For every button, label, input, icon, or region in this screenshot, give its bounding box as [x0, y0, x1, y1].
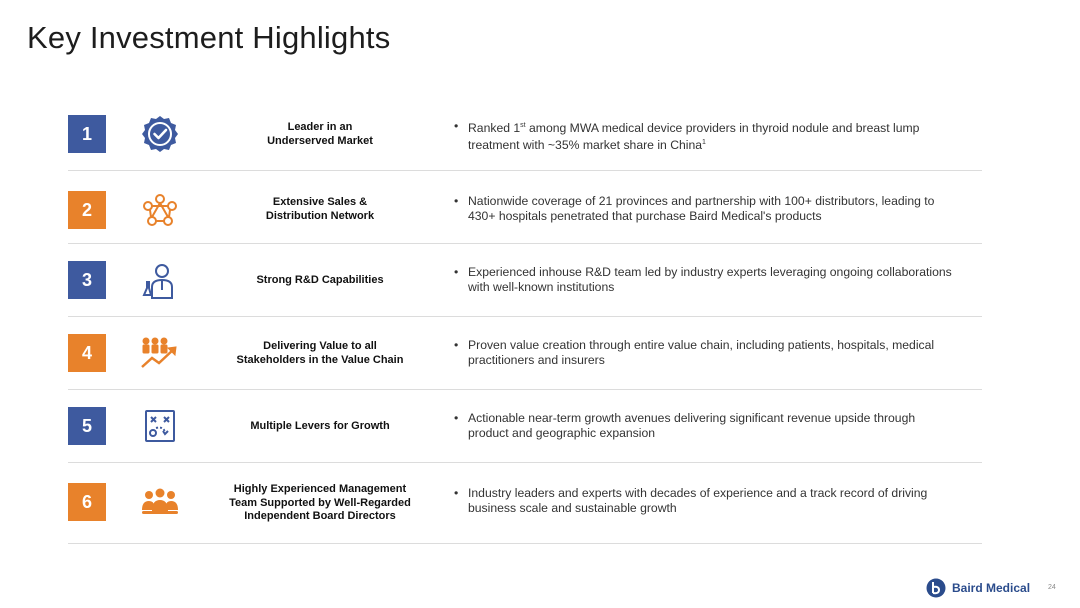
number-badge: 6 [68, 483, 106, 521]
highlight-row-1 [68, 98, 982, 171]
highlight-description: • Ranked 1st among MWA medical device providers in thyroid nodule and breast lump treatment with ~35% market share in China$^1$ [454, 119, 920, 152]
brand-name: Baird Medical [952, 581, 1031, 595]
growth-team-icon [140, 333, 180, 373]
number-badge: 2 [68, 191, 106, 229]
highlight-label: Delivering Value to all Stakeholders in the Value Chain [236, 340, 404, 366]
highlight-description: • Industry leaders and experts with decades of experience and a track record of driving business scale and sustainable growth [454, 486, 928, 515]
verified-badge-icon [140, 114, 180, 154]
highlight-description: • Proven value creation through entire value chain, including patients, hospitals, medical practitioners and insurers [454, 338, 935, 367]
highlight-description: • Actionable near-term growth avenues delivering significant revenue upside through product and geographic expansion [454, 411, 916, 440]
baird-logo-icon [926, 578, 946, 598]
highlight-description: • Experienced inhouse R&D team led by industry experts leveraging ongoing collaborations with well-known institutions [454, 265, 952, 294]
highlight-label: Leader in an Underserved Market [267, 121, 373, 147]
network-people-icon [140, 190, 180, 230]
highlights-list [68, 98, 982, 544]
highlight-row-2 [68, 171, 982, 244]
highlight-row-6 [68, 463, 982, 544]
highlight-row-5 [68, 390, 982, 463]
footer-logo [926, 578, 1030, 598]
scientist-icon [140, 260, 180, 300]
page-number: 24 [1048, 584, 1056, 591]
number-badge: 1 [68, 115, 106, 153]
highlight-label: Extensive Sales & Distribution Network [265, 196, 375, 222]
page-title: Key Investment Highlights [27, 20, 391, 55]
highlight-description: • Nationwide coverage of 21 provinces and partnership with 100+ distributors, leading to 430+ hospitals penetrated that purchase Baird Medical's products [454, 194, 935, 223]
number-badge: 5 [68, 407, 106, 445]
number-badge: 3 [68, 261, 106, 299]
highlight-label: Multiple Levers for Growth [250, 420, 390, 432]
highlight-row-3 [68, 244, 982, 317]
number-badge: 4 [68, 334, 106, 372]
highlight-label: Highly Experienced Management Team Supported by Well-Regarded Independent Board Directors [229, 483, 411, 522]
highlight-label: Strong R&D Capabilities [256, 274, 384, 286]
team-group-icon [140, 482, 180, 522]
strategy-board-icon [140, 406, 180, 446]
highlight-row-4 [68, 317, 982, 390]
